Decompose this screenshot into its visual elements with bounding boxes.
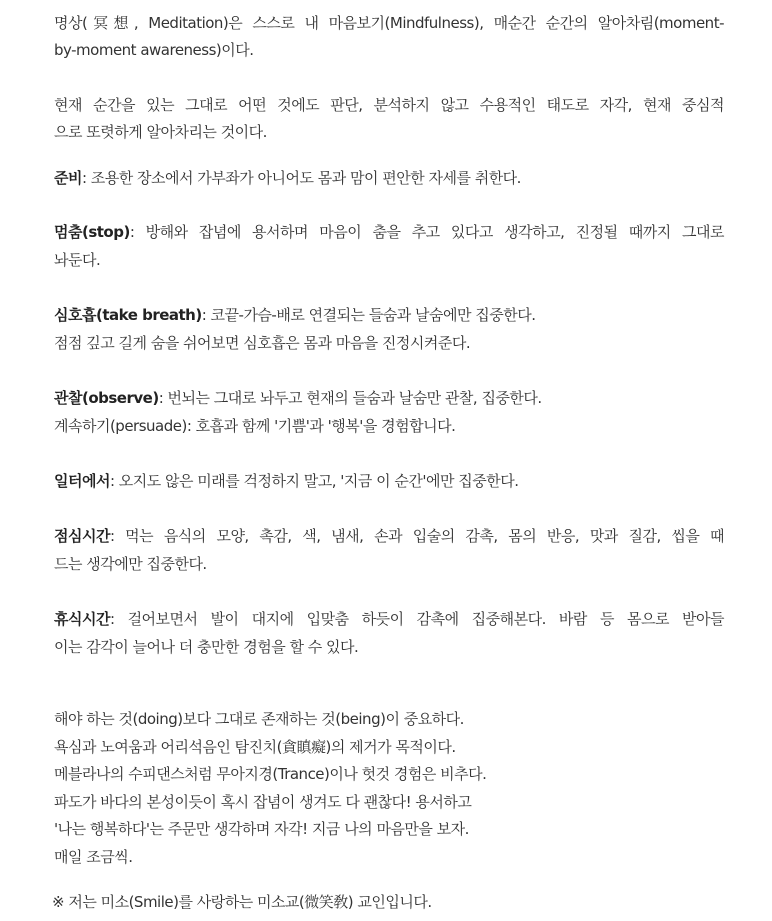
step-term: 심호흡(take breath) [54, 306, 202, 324]
closing-line: 매일 조금씩. [54, 848, 133, 866]
step-breath [54, 301, 536, 329]
closing-line: 해야 하는 것(doing)보다 그대로 존재하는 것(being)이 중요하다. [54, 710, 464, 728]
step-break [54, 605, 724, 633]
step-term: 점심시간 [54, 527, 110, 545]
closing-line: 파도가 바다의 본성이듯이 혹시 잡념이 생겨도 다 괜찮다! 용서하고 [54, 793, 472, 811]
step-text: : 조용한 장소에서 가부좌가 아니어도 몸과 맘이 편안한 자세를 취한다. [81, 169, 521, 187]
intro-line-3: 현재 순간을 있는 그대로 어떤 것에도 판단, 분석하지 않고 수용적인 태도로 자각, 현재 중심적 [54, 96, 724, 114]
step-lunch-continued: 드는 생각에만 집중한다. [54, 555, 207, 573]
step-breath-continued: 점점 깊고 길게 숨을 쉬어보면 심호흡은 몸과 마음을 진정시켜준다. [54, 334, 471, 352]
step-term: 일터에서 [54, 472, 110, 490]
step-stop [54, 218, 724, 246]
step-text: : 오지도 않은 미래를 걱정하지 말고, '지금 이 순간'에만 집중한다. [109, 472, 519, 490]
closing-line: 메블라나의 수피댄스처럼 무아지경(Trance)이나 헛것 경험은 비추다. [54, 765, 487, 783]
step-term: 휴식시간 [54, 610, 110, 628]
footer-note: ※ 저는 미소(Smile)를 사랑하는 미소교(微笑敎) 교인입니다. [52, 893, 432, 911]
step-observe-continued: 계속하기(persuade): 호흡과 함께 '기쁨'과 '행복'을 경험합니다. [54, 417, 456, 435]
step-observe [54, 384, 542, 412]
intro-line-2: by-moment awareness)이다. [54, 41, 254, 59]
step-text: : 번뇌는 그대로 놔두고 현재의 들숨과 날숨만 관찰, 집중한다. [158, 389, 542, 407]
step-text: : 먹는 음식의 모양, 촉감, 색, 냄새, 손과 입술의 감촉, 몸의 반응, 맛과 질감, 씹을 때 [109, 527, 724, 545]
step-term: 준비 [54, 169, 82, 187]
step-stop-continued: 놔둔다. [54, 251, 101, 269]
step-break-continued: 이는 감각이 늘어나 더 충만한 경험을 할 수 있다. [54, 638, 359, 656]
intro-line-1: 명상(冥想, Meditation)은 스스로 내 마음보기(Mindfulness), 매순간 순간의 알아차림(moment- [54, 14, 724, 32]
step-lunch [54, 522, 724, 550]
step-at-work [54, 467, 518, 495]
step-text: : 방해와 잡념에 용서하며 마음이 춤을 추고 있다고 생각하고, 진정될 때까지 그대로 [129, 223, 724, 241]
step-text: : 걸어보면서 발이 대지에 입맞춤 하듯이 감촉에 집중해본다. 바람 등 몸으로 받아들 [109, 610, 724, 628]
step-term: 멈춤(stop) [54, 223, 130, 241]
step-prepare [54, 164, 521, 192]
closing-line: '나는 행복하다'는 주문만 생각하며 자각! 지금 나의 마음만을 보자. [54, 820, 469, 838]
step-text: : 코끝-가슴-배로 연결되는 들숨과 날숨에만 집중한다. [201, 306, 536, 324]
step-term: 관찰(observe) [54, 389, 159, 407]
intro-line-4: 으로 또렷하게 알아차리는 것이다. [54, 123, 267, 141]
closing-line: 욕심과 노여움과 어리석음인 탐진치(貪瞋癡)의 제거가 목적이다. [54, 738, 456, 756]
